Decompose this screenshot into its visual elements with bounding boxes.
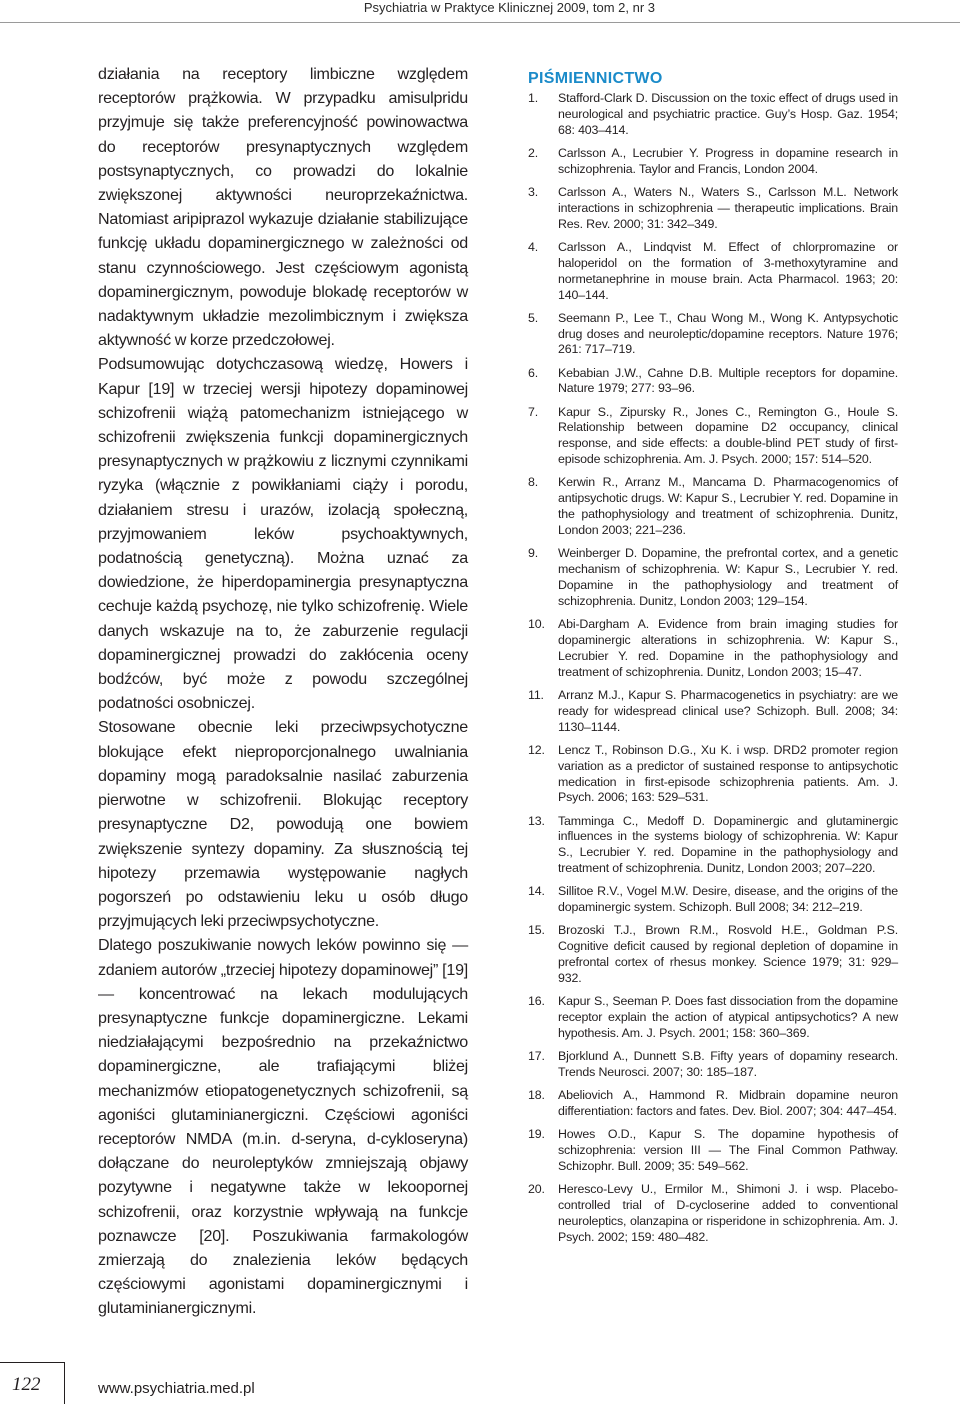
reference-text: Kapur S., Zipursky R., Jones C., Remington G., Houle S. Relationship between dopamine D2 occupancy, clinical response, and side effects: a double-blind PET study of first-episode schizophrenia. Am. J. Psych. 2000; 157: 514–520. xyxy=(558,404,898,467)
reference-item xyxy=(528,240,898,304)
footer-url: www.psychiatria.med.pl xyxy=(98,1380,255,1397)
body-paragraph: Dlatego poszukiwanie nowych leków powinno się — zdaniem autorów „trzeciej hipotezy dopaminowej” [19] — koncentrować na lekach modulujących presynaptyczne funkcje dopaminergiczne. Lekami niedziałającymi bezpośrednio na przekaźnictwo dopaminergiczne, ale trafiającymi bliżej mechanizmów etiopatogenetycznych schizofrenii, są agoniści glutaminianergiczni. Częściowi agoniści receptorów NMDA (m.in. d-seryna, d-cykloseryna) dołączane do neuroleptyków zmniejszają objawy pozytywne i negatywne także w lekoopornej schizofrenii, oraz korzystnie wpływają na funkcje poznawcze [20]. Poszukiwania farmakologów zmierzają do znalezienia leków będących częściowymi agonistami dopaminergicznymi i glutaminianergicznymi. xyxy=(98,936,468,1318)
reference-text: Brozoski T.J., Brown R.M., Rosvold H.E., Goldman P.S. Cognitive deficit caused by regional depletion of dopamine in prefrontal cortex of rhesus monkey. Science 1979; 31: 929–932. xyxy=(558,923,898,986)
reference-text: Sillitoe R.V., Vogel M.W. Desire, disease, and the origins of the dopaminergic system. Schizoph. Bull 2008; 34: 212–219. xyxy=(558,884,898,915)
reference-text: Abi-Dargham A. Evidence from brain imaging studies for dopaminergic alterations in schizophrenia. W: Kapur S., Lecrubier Y. red. Dopamine in the pathophysiology and treatment of schizophrenia. Dunitz, London 2003; 15–47. xyxy=(558,616,898,679)
running-header xyxy=(0,0,960,23)
body-paragraph: działania na receptory limbiczne względem receptorów prążkowia. W przypadku amisulpridu przyjmuje się także preferencyjność powinowactwa do receptorów presynaptycznych względem postsynaptycznych, co prowadzi do lokalnie zwiększonej aktywności neuroprzekaźnictwa. Natomiast aripiprazol wykazuje działanie stabilizujące funkcję układu dopaminergicznego w zależności od stanu czynnościowego. Jest częściowym agonistą dopaminergicznym, powoduje blokadę receptorów w nadaktywnym układzie mezolimbicznym i zwiększa aktywność w korze przedczołowej. xyxy=(98,65,468,350)
reference-text: Arranz M.J., Kapur S. Pharmacogenetics in psychiatry: are we ready for widespread clinical use? Schizoph. Bull. 2008; 34: 1130–1144. xyxy=(558,687,898,734)
reference-number: 12. xyxy=(528,742,545,757)
reference-number: 13. xyxy=(528,813,545,828)
reference-item xyxy=(528,743,898,807)
journal-title: Psychiatria w Praktyce Klinicznej 2009, tom 2, nr 3 xyxy=(363,0,655,15)
page-number: 122 xyxy=(12,1374,41,1395)
reference-item xyxy=(528,146,898,178)
reference-number: 4. xyxy=(528,239,539,254)
reference-number: 16. xyxy=(528,994,545,1009)
reference-number: 6. xyxy=(528,365,539,380)
reference-number: 5. xyxy=(528,310,539,325)
reference-item xyxy=(528,405,898,469)
reference-number: 8. xyxy=(528,475,539,490)
reference-text: Kapur S., Seeman P. Does fast dissociation from the dopamine receptor explain the action of atypical antipsychotics? A new hypothesis. Am. J. Psych. 2001; 158: 360–369. xyxy=(558,994,898,1040)
reference-number: 3. xyxy=(528,184,539,199)
reference-text: Heresco-Levy U., Ermilor M., Shimoni J. i wsp. Placebo-controlled trial of D-cycloserine added to conventional neuroleptics, olanzapina or risperidone in schizophrenia. Am. J. Psych. 2002; 159: 480–482. xyxy=(558,1181,898,1244)
reference-text: Carlsson A., Lecrubier Y. Progress in dopamine research in schizophrenia. Taylor and Francis, London 2004. xyxy=(558,145,898,176)
reference-number: 9. xyxy=(528,546,539,561)
body-column xyxy=(98,62,468,1321)
reference-text: Howes O.D., Kapur S. The dopamine hypothesis of schizophrenia: version III — The Final Common Pathway. Schizophr. Bull. 2009; 35: 549–562. xyxy=(558,1127,898,1173)
reference-number: 20. xyxy=(528,1181,545,1196)
reference-number: 10. xyxy=(528,616,545,631)
reference-text: Weinberger D. Dopamine, the prefrontal cortex, and a genetic mechanism of schizophrenia. W: Kapur S., Lecrubier Y. red. Dopamine in the pathophysiology and treatment of schizophrenia. Dunitz, London 2003; 129–154. xyxy=(558,546,898,608)
reference-item xyxy=(528,814,898,878)
reference-number: 1. xyxy=(528,91,539,105)
reference-item xyxy=(528,1088,898,1120)
references-list xyxy=(528,91,898,1246)
body-paragraph: Stosowane obecnie leki przeciwpsychotyczne blokujące efekt nieproporcjonalnego uwalniania dopaminy mogą paradoksalnie nasilać zaburzenia pierwotne w schizofrenii. Blokując receptory presynaptyczne D2, powodują one bowiem zwiększenie syntezy dopaminy. Za słusznością tej hipotezy przemawia występowanie nagłych pogorszeń po odstawieniu leku u osób długo przyjmujących leki przeciwpsychotyczne. xyxy=(98,718,468,931)
reference-text: Stafford-Clark D. Discussion on the toxic effect of drugs used in neurological and psychiatric practice. Guy’s Hosp. Gaz. 1954; 68: 403–414. xyxy=(558,91,898,137)
reference-text: Abeliovich A., Hammond R. Midbrain dopamine neuron differentiation: factors and fates. Dev. Biol. 2007; 304: 447–454. xyxy=(558,1088,898,1118)
reference-number: 2. xyxy=(528,145,539,160)
reference-number: 18. xyxy=(528,1088,545,1103)
reference-text: Kerwin R., Arranz M., Mancama D. Pharmacogenomics of antipsychotic drugs. W: Kapur S., Lecrubier Y. red. Dopamine in the pathophysiology and treatment of schizophrenia. Dunitz, London 2003; 221–236. xyxy=(558,475,898,538)
reference-number: 14. xyxy=(528,884,545,899)
reference-item xyxy=(528,1182,898,1246)
reference-item xyxy=(528,1127,898,1175)
reference-item xyxy=(528,546,898,610)
reference-text: Lencz T., Robinson D.G., Xu K. i wsp. DRD2 promoter region variation as a predictor of sustained response to antipsychotic medication in first-episode schizophrenia patients. Am. J. Psych. 2006; 163: 529–531. xyxy=(558,742,898,805)
reference-text: Carlsson A., Waters N., Waters S., Carlsson M.L. Network interactions in schizophrenia — therapeutic implications. Brain Res. Rev. 2000; 31: 342–349. xyxy=(558,184,898,231)
reference-number: 15. xyxy=(528,923,545,938)
reference-text: Seemann P., Lee T., Chau Wong M., Wong K. Antypsychotic drug doses and neuroleptic/dopamine receptors. Nature 1976; 261: 717–719. xyxy=(558,310,898,357)
reference-item xyxy=(528,1049,898,1081)
references-heading: PIŚMIENNICTWO xyxy=(528,70,663,87)
reference-item xyxy=(528,475,898,539)
reference-number: 19. xyxy=(528,1127,545,1142)
reference-item xyxy=(528,185,898,233)
reference-item xyxy=(528,994,898,1042)
reference-item xyxy=(528,311,898,359)
reference-text: Bjorklund A., Dunnett S.B. Fifty years of dopaminy research. Trends Neurosci. 2007; 30: 185–187. xyxy=(558,1049,898,1079)
reference-text: Carlsson A., Lindqvist M. Effect of chlorpromazine or haloperidol on the formation of 3-methoxytyramine and normetanephrine in mouse brain. Acta Pharmacol. 1963; 20: 140–144. xyxy=(558,239,898,302)
reference-item xyxy=(528,91,898,139)
references-column xyxy=(528,70,898,1253)
reference-item xyxy=(528,366,898,398)
body-paragraph: Podsumowując dotychczasową wiedzę, Howers i Kapur [19] w trzeciej wersji hipotezy dopaminowej schizofrenii wiążą patomechanizm istniejącego w schizofrenii zwiększenia funkcji dopaminergicznych presynaptycznych w prążkowiu z licznymi czynnikami ryzyka (włącznie z powikłaniami ciąży i porodu, działaniem stresu i urazów, izolacją społeczną, przyjmowaniem leków psychoaktywnych, podatnością genetyczną). Można uznać za dowiedzione, że hiperdopaminergia presynaptyczna cechuje każdą psychozę, nie tylko schizofrenię. Wiele danych wskazuje na to, że zaburzenie regulacji dopaminergicznej prowadzi do zakłócenia oceny bodźców, być może z powodu szczególnej podatności osobniczej. xyxy=(98,355,468,713)
reference-item xyxy=(528,617,898,681)
reference-item xyxy=(528,884,898,916)
reference-text: Tamminga C., Medoff D. Dopaminergic and glutaminergic influences in the systems biology of schizophrenia. W: Kapur S., Lecrubier Y. red. Dopamine in the pathophysiology and treatment of schizophrenia. Dunitz, London 2003; 207–220. xyxy=(558,813,898,876)
reference-number: 7. xyxy=(528,404,539,419)
reference-item xyxy=(528,923,898,987)
reference-number: 17. xyxy=(528,1049,545,1064)
reference-item xyxy=(528,688,898,736)
reference-number: 11. xyxy=(528,687,544,702)
reference-text: Kebabian J.W., Cahne D.B. Multiple receptors for dopamine. Nature 1979; 277: 93–96. xyxy=(558,365,898,396)
